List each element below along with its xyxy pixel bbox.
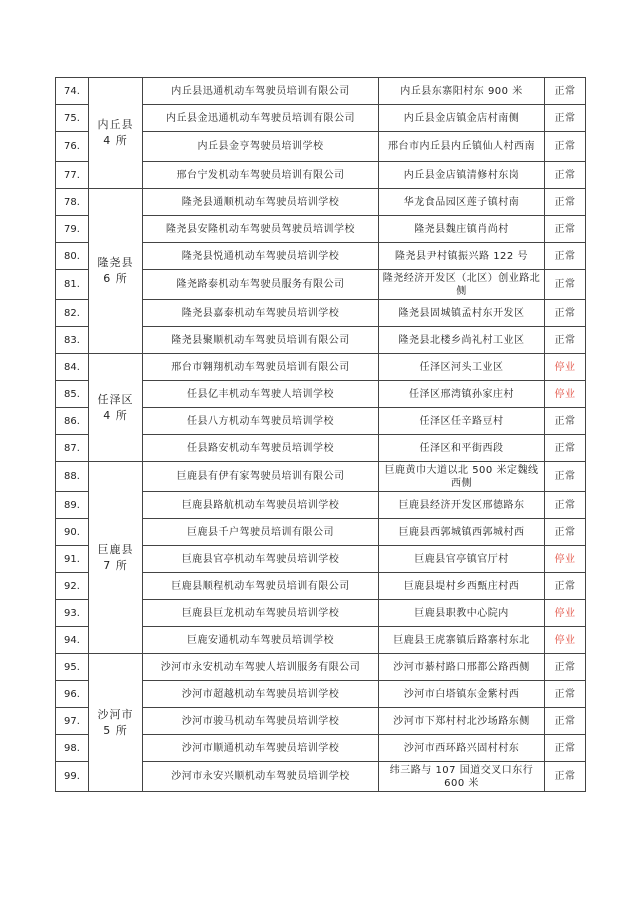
row-number: 84. <box>56 354 89 381</box>
status-badge: 正常 <box>545 78 586 105</box>
school-name: 隆尧县聚顺机动车驾驶员培训有限公司 <box>143 327 379 354</box>
row-number: 95. <box>56 654 89 681</box>
school-address: 任泽区和平街西段 <box>379 435 545 462</box>
county-cell <box>89 78 143 189</box>
status-badge: 正常 <box>545 243 586 270</box>
status-badge: 正常 <box>545 216 586 243</box>
status-badge: 停业 <box>545 381 586 408</box>
status-badge: 正常 <box>545 519 586 546</box>
school-address: 巨鹿县官亭镇官厅村 <box>379 546 545 573</box>
school-name: 隆尧县悦通机动车驾驶员培训学校 <box>143 243 379 270</box>
school-address: 巨鹿县王虎寨镇后路寨村东北 <box>379 627 545 654</box>
school-name: 任县八方机动车驾驶员培训学校 <box>143 408 379 435</box>
status-badge: 正常 <box>545 681 586 708</box>
school-address: 任泽区任辛路豆村 <box>379 408 545 435</box>
school-name: 内丘县金迅通机动车驾驶员培训有限公司 <box>143 105 379 132</box>
school-address: 内丘县金店镇清修村东岗 <box>379 162 545 189</box>
table-row <box>56 462 586 492</box>
status-badge: 正常 <box>545 162 586 189</box>
school-address: 内丘县金店镇金店村南侧 <box>379 105 545 132</box>
school-address: 任泽区邢湾镇孙家庄村 <box>379 381 545 408</box>
school-address: 任泽区河头工业区 <box>379 354 545 381</box>
table-row <box>56 78 586 105</box>
county-name: 巨鹿县 <box>97 542 134 556</box>
school-name: 隆尧县安隆机动车驾驶员驾驶员培训学校 <box>143 216 379 243</box>
table-body <box>56 78 586 792</box>
school-name: 巨鹿县巨龙机动车驾驶员培训学校 <box>143 600 379 627</box>
school-address: 巨鹿县西郭城镇西郭城村西 <box>379 519 545 546</box>
row-number: 78. <box>56 189 89 216</box>
row-number: 97. <box>56 708 89 735</box>
county-name: 沙河市 <box>97 707 134 721</box>
status-badge: 停业 <box>545 600 586 627</box>
row-number: 91. <box>56 546 89 573</box>
driving-school-table <box>55 77 586 792</box>
row-number: 94. <box>56 627 89 654</box>
status-badge: 停业 <box>545 627 586 654</box>
school-address: 隆尧县北楼乡尚礼村工业区 <box>379 327 545 354</box>
row-number: 80. <box>56 243 89 270</box>
status-badge: 正常 <box>545 735 586 762</box>
status-badge: 正常 <box>545 492 586 519</box>
status-badge: 正常 <box>545 462 586 492</box>
row-number: 85. <box>56 381 89 408</box>
school-name: 巨鹿县有伊有家驾驶员培训有限公司 <box>143 462 379 492</box>
status-badge: 正常 <box>545 132 586 162</box>
row-number: 76. <box>56 132 89 162</box>
school-name: 沙河市永安兴顺机动车驾驶员培训学校 <box>143 762 379 792</box>
school-name: 沙河市骏马机动车驾驶员培训学校 <box>143 708 379 735</box>
school-address: 邢台市内丘县内丘镇仙人村西南 <box>379 132 545 162</box>
status-badge: 正常 <box>545 654 586 681</box>
row-number: 83. <box>56 327 89 354</box>
row-number: 96. <box>56 681 89 708</box>
status-badge: 正常 <box>545 300 586 327</box>
school-address: 隆尧县魏庄镇肖尚村 <box>379 216 545 243</box>
school-name: 沙河市顺通机动车驾驶员培训学校 <box>143 735 379 762</box>
status-badge: 正常 <box>545 270 586 300</box>
school-count: 7 所 <box>103 558 128 572</box>
row-number: 86. <box>56 408 89 435</box>
row-number: 81. <box>56 270 89 300</box>
row-number: 75. <box>56 105 89 132</box>
school-address: 沙河市西环路兴固村村东 <box>379 735 545 762</box>
school-name: 任县路安机动车驾驶员培训学校 <box>143 435 379 462</box>
county-name: 内丘县 <box>97 118 134 131</box>
school-name: 沙河市永安机动车驾驶人培训服务有限公司 <box>143 654 379 681</box>
county-name: 任泽区 <box>97 392 134 406</box>
status-badge: 正常 <box>545 105 586 132</box>
school-address: 沙河市白塔镇东金紫村西 <box>379 681 545 708</box>
school-address: 华龙食品园区莲子镇村南 <box>379 189 545 216</box>
row-number: 77. <box>56 162 89 189</box>
status-badge: 停业 <box>545 546 586 573</box>
school-address: 隆尧县固城镇孟村东开发区 <box>379 300 545 327</box>
row-number: 99. <box>56 762 89 792</box>
row-number: 98. <box>56 735 89 762</box>
school-address: 巨鹿县经济开发区邢德路东 <box>379 492 545 519</box>
school-address: 隆尧县尹村镇振兴路 122 号 <box>379 243 545 270</box>
county-cell <box>89 189 143 354</box>
county-cell <box>89 462 143 654</box>
school-count: 4 所 <box>103 134 128 147</box>
row-number: 92. <box>56 573 89 600</box>
status-badge: 正常 <box>545 762 586 792</box>
school-name: 任县亿丰机动车驾驶人培训学校 <box>143 381 379 408</box>
table-row <box>56 189 586 216</box>
row-number: 79. <box>56 216 89 243</box>
school-name: 巨鹿县千户驾驶员培训有限公司 <box>143 519 379 546</box>
county-cell <box>89 654 143 792</box>
county-cell <box>89 354 143 462</box>
status-badge: 正常 <box>545 573 586 600</box>
school-name: 巨鹿安通机动车驾驶员培训学校 <box>143 627 379 654</box>
school-name: 沙河市超越机动车驾驶员培训学校 <box>143 681 379 708</box>
school-name: 邢台宁发机动车驾驶员培训有限公司 <box>143 162 379 189</box>
school-name: 巨鹿县官亭机动车驾驶员培训学校 <box>143 546 379 573</box>
school-name: 巨鹿县路航机动车驾驶员培训学校 <box>143 492 379 519</box>
status-badge: 停业 <box>545 354 586 381</box>
school-name: 隆尧县通顺机动车驾驶员培训学校 <box>143 189 379 216</box>
row-number: 88. <box>56 462 89 492</box>
school-address: 沙河市下郑村村北沙场路东侧 <box>379 708 545 735</box>
status-badge: 正常 <box>545 708 586 735</box>
school-count: 6 所 <box>103 272 128 285</box>
table-row <box>56 654 586 681</box>
row-number: 87. <box>56 435 89 462</box>
school-name: 内丘县金亨驾驶员培训学校 <box>143 132 379 162</box>
row-number: 93. <box>56 600 89 627</box>
school-count: 4 所 <box>103 408 128 422</box>
table-row <box>56 354 586 381</box>
school-name: 巨鹿县顺程机动车驾驶员培训有限公司 <box>143 573 379 600</box>
school-name: 邢台市翱翔机动车驾驶员培训有限公司 <box>143 354 379 381</box>
row-number: 82. <box>56 300 89 327</box>
school-address: 内丘县东寨阳村东 900 米 <box>379 78 545 105</box>
row-number: 89. <box>56 492 89 519</box>
status-badge: 正常 <box>545 408 586 435</box>
school-name: 隆尧路泰机动车驾驶员服务有限公司 <box>143 270 379 300</box>
school-name: 内丘县迅通机动车驾驶员培训有限公司 <box>143 78 379 105</box>
school-address: 巨鹿县堤村乡西甄庄村西 <box>379 573 545 600</box>
status-badge: 正常 <box>545 189 586 216</box>
row-number: 90. <box>56 519 89 546</box>
school-name: 隆尧县嘉泰机动车驾驶员培训学校 <box>143 300 379 327</box>
school-address: 沙河市綦村路口邢都公路西侧 <box>379 654 545 681</box>
school-address: 巨鹿黄巾大道以北 500 米定魏线西侧 <box>379 462 545 492</box>
county-name: 隆尧县 <box>97 256 134 269</box>
school-address: 巨鹿县职教中心院内 <box>379 600 545 627</box>
status-badge: 正常 <box>545 435 586 462</box>
row-number: 74. <box>56 78 89 105</box>
school-address: 隆尧经济开发区（北区）创业路北侧 <box>379 270 545 300</box>
school-count: 5 所 <box>103 723 128 737</box>
school-address: 纬三路与 107 国道交叉口东行 600 米 <box>379 762 545 792</box>
status-badge: 正常 <box>545 327 586 354</box>
